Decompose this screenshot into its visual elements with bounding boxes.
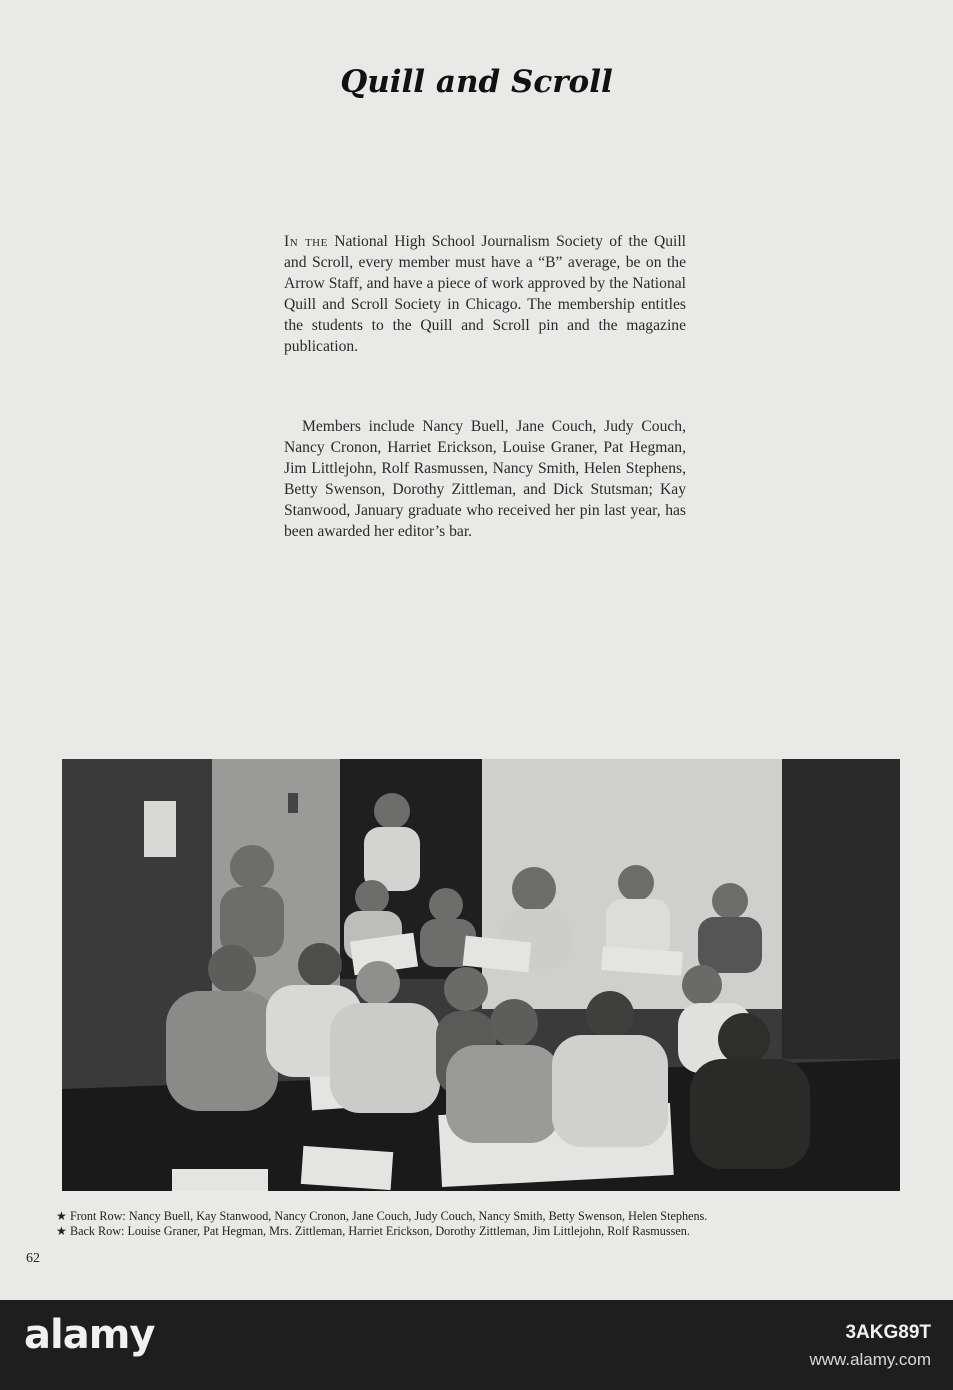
- caption-front-text: Front Row: Nancy Buell, Kay Stanwood, Nancy Cronon, Jane Couch, Judy Couch, Nancy Smith, Betty Swenson, Helen Stephens.: [69, 1209, 708, 1223]
- star-icon: ★: [56, 1209, 67, 1223]
- caption-front-row: [56, 1209, 906, 1224]
- intro-lead-in: In the: [284, 233, 328, 250]
- members-paragraph: Members include Nancy Buell, Jane Couch, Judy Couch, Nancy Cronon, Harriet Erickson, Louise Graner, Pat Hegman, Jim Littlejohn, Rolf Rasmussen, Nancy Smith, Helen Stephens, Betty Swenson, Dorothy Zittleman, and Dick Stutsman; Kay Stanwood, January graduate who received her pin last year, has been awarded her editor’s bar.: [284, 418, 686, 540]
- group-photo: [62, 759, 900, 1191]
- image-id: 3AKG89T: [845, 1322, 931, 1343]
- caption-back-text: Back Row: Louise Graner, Pat Hegman, Mrs. Zittleman, Harriet Erickson, Dorothy Zittleman, Jim Littlejohn, Rolf Rasmussen.: [69, 1224, 690, 1238]
- brand-logo: alamy: [24, 1312, 155, 1358]
- intro-body: National High School Journalism Society of the Quill and Scroll, every member must have a “B” average, be on the Arrow Staff, and have a piece of work approved by the National Quill and Scroll Society in Chicago. The membership entitles the students to the Quill and Scroll pin and the magazine publication.: [284, 233, 686, 355]
- photo-caption: [56, 1209, 906, 1239]
- intro-paragraph: [284, 231, 686, 357]
- group-photo-illustration: [62, 759, 900, 1191]
- caption-back-row: [56, 1224, 906, 1239]
- site-url[interactable]: www.alamy.com: [809, 1350, 931, 1369]
- star-icon: ★: [56, 1224, 67, 1238]
- page-title: Quill and Scroll: [340, 64, 613, 100]
- page-number: 62: [26, 1251, 40, 1266]
